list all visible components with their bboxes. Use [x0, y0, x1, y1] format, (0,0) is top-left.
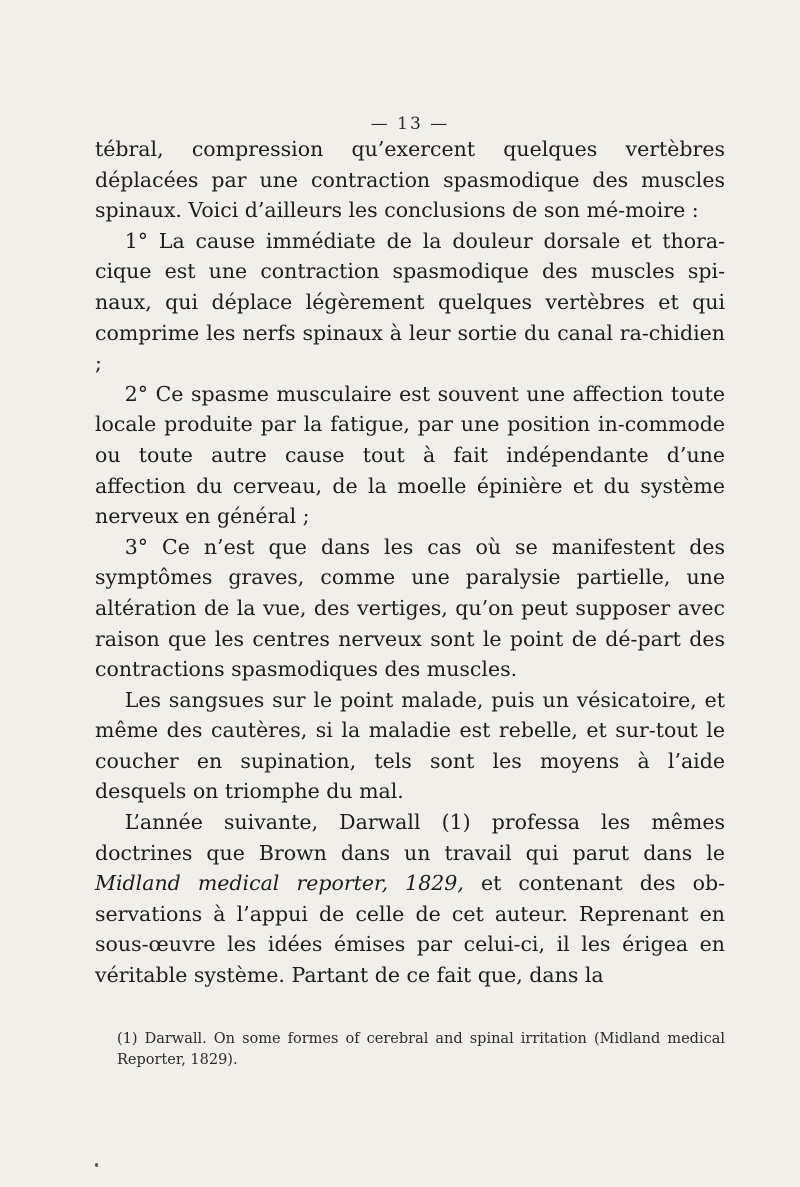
conclusion-1: 1° La cause immédiate de la douleur dorsale et thora-cique est une contraction spasmodique des muscles spi-naux, qui déplace légèrement quelques vertèbres et qui comprime les nerfs spinaux à leur sortie du canal ra-chidien ; — [95, 228, 725, 376]
footnote-text: (1) Darwall. On some formes of cerebral and spinal irritation (Midland medical Reporter, 1829). — [117, 1031, 725, 1068]
page-number: — 13 — — [370, 114, 450, 134]
darwall-text-start: L’année suivante, Darwall (1) professa les mêmes doctrines que Brown dans un travail qui parut dans le — [95, 810, 725, 865]
paper-speck — [95, 1163, 98, 1167]
paragraph-darwall — [95, 807, 725, 991]
conclusion-3: 3° Ce n’est que dans les cas où se manifestent des symptômes graves, comme une paralysie partielle, une altération de la vue, des vertiges, qu’on peut supposer avec raison que les centres nerveux sont le point de dé-part des contractions spasmodiques des muscles. — [95, 534, 725, 682]
paragraph-treatment: Les sangsues sur le point malade, puis un vésicatoire, et même des cautères, si la maladie est rebelle, et sur-tout le coucher en supination, tels sont les moyens à l’aide desquels on triomphe du mal. — [95, 687, 725, 804]
body-text — [95, 134, 725, 991]
conclusion-2: 2° Ce spasme musculaire est souvent une affection toute locale produite par la fatigue, par une position in-commode ou toute autre cause tout à fait indépendante d’une affection du cerveau, de la moelle épinière et du système nerveux en général ; — [95, 381, 725, 529]
footnote — [117, 1029, 725, 1071]
journal-title: Midland medical reporter, 1829, — [95, 871, 464, 896]
darwall-text-end: et contenant des ob-servations à l’appui de celle de cet auteur. Reprenant en sous-œuvre les idées émises par celui-ci, il les érigea en véritable système. Partant de ce fait que, dans la — [95, 871, 725, 988]
paragraph-continuation: tébral, compression qu’exercent quelques vertèbres déplacées par une contraction spasmodique des muscles spinaux. Voici d’ailleurs les conclusions de son mé-moire : — [95, 137, 725, 223]
